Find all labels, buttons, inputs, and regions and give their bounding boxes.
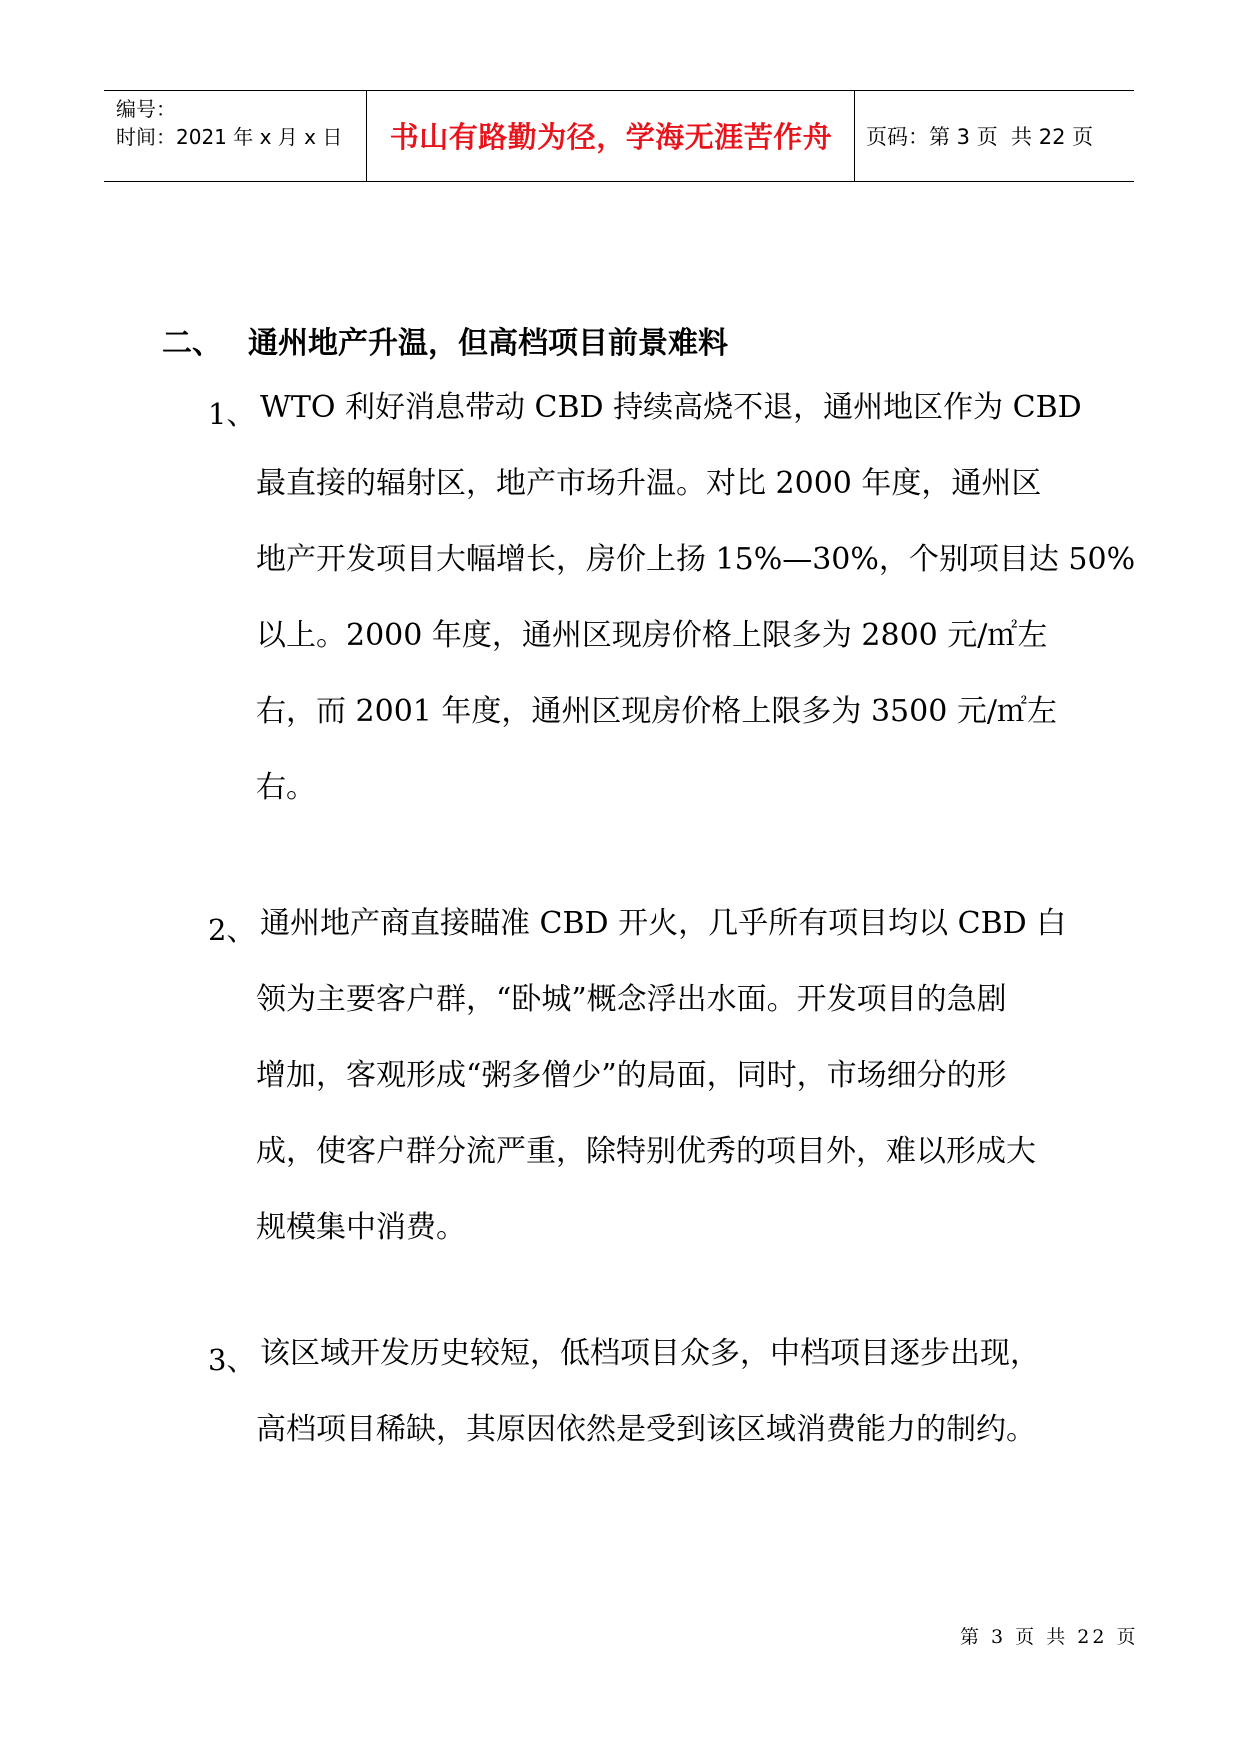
paragraph-line: 通州地产商直接瞄准 CBD 开火，几乎所有项目均以 CBD 白 [260, 906, 1067, 941]
paragraph-line: 该区域开发历史较短，低档项目众多，中档项目逐步出现， [260, 1336, 1040, 1371]
paragraph-line: 规模集中消费。 [256, 1210, 466, 1245]
list-item-marker: 2、 [208, 913, 256, 947]
page-header [104, 90, 1134, 182]
paragraph-line: 地产开发项目大幅增长，房价上扬 15%—30%，个别项目达 50% [256, 542, 1136, 577]
time-label: 时间：2021 年 x 月 x 日 [116, 125, 343, 149]
paragraph-line: 右，而 2001 年度，通州区现房价格上限多为 3500 元/㎡左 [256, 694, 1057, 729]
section-number: 二、 [162, 326, 222, 361]
paragraph-line: 以上。2000 年度，通州区现房价格上限多为 2800 元/㎡左 [256, 618, 1048, 653]
paragraph-line: 成，使客户群分流严重，除特别优秀的项目外，难以形成大 [256, 1134, 1036, 1169]
paragraph-line: 最直接的辐射区，地产市场升温。对比 2000 年度，通州区 [256, 466, 1042, 501]
paragraph-line: 领为主要客户群，“卧城”概念浮出水面。开发项目的急剧 [256, 982, 1007, 1017]
serial-label: 编号： [116, 97, 176, 121]
list-item-marker: 1、 [208, 397, 256, 431]
section-heading [162, 318, 728, 362]
header-motto: 书山有路勤为径，学海无涯苦作舟 [389, 120, 833, 154]
paragraph-line: WTO 利好消息带动 CBD 持续高烧不退，通州地区作为 CBD [260, 390, 1082, 425]
page-footer: 第 3 页 共 22 页 [960, 1626, 1139, 1648]
header-divider [366, 91, 367, 181]
paragraph-line: 右。 [256, 770, 316, 805]
section-title: 通州地产升温，但高档项目前景难料 [248, 326, 728, 361]
header-page-info: 页码：第 3 页 共 22 页 [866, 125, 1094, 149]
header-divider [854, 91, 855, 181]
header-meta [116, 91, 366, 181]
list-item-marker: 3、 [208, 1343, 256, 1377]
paragraph-line: 增加，客观形成“粥多僧少”的局面，同时，市场细分的形 [256, 1058, 1007, 1093]
paragraph-line: 高档项目稀缺，其原因依然是受到该区域消费能力的制约。 [256, 1412, 1036, 1447]
